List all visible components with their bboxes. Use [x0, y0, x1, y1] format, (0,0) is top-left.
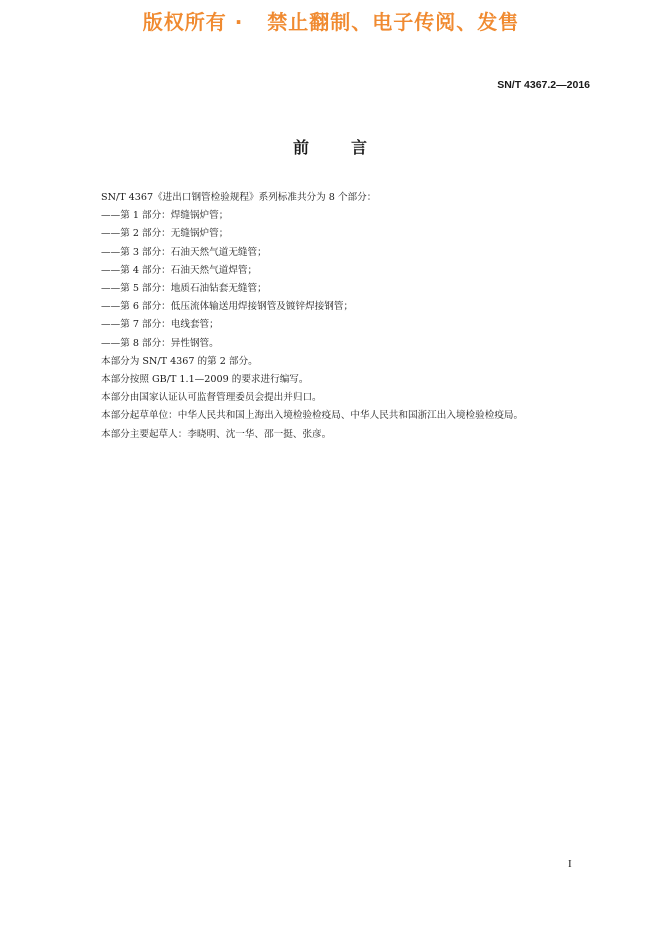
paragraph-drafting-rules: 本部分按照 GB/T 1.1—2009 的要求进行编写。 — [101, 374, 309, 386]
paragraph-proposer: 本部分由国家认证认可监督管理委员会提出并归口。 — [101, 392, 322, 404]
list-item-part-6: ——第 6 部分：低压流体输送用焊接钢管及镀锌焊接钢管； — [101, 301, 354, 313]
page-title-char-2: 言 — [351, 138, 370, 157]
list-item-part-5: ——第 5 部分：地质石油钻套无缝管； — [101, 283, 267, 295]
copyright-watermark: 版权所有 · 禁止翻制、电子传阅、发售 — [142, 10, 520, 34]
page-title — [0, 135, 662, 158]
paragraph-drafters: 本部分主要起草人：李晓明、沈一华、邵一挺、张彦。 — [101, 428, 332, 440]
list-item-part-4: ——第 4 部分：石油天然气道焊管； — [101, 264, 258, 276]
page-title-char-1: 前 — [292, 138, 311, 157]
foreword-body — [80, 189, 592, 444]
page-number: I — [568, 858, 572, 870]
paragraph-part-statement: 本部分为 SN/T 4367 的第 2 部分。 — [101, 355, 258, 367]
standard-number: SN/T 4367.2—2016 — [497, 79, 590, 91]
paragraph-drafting-units: 本部分起草单位：中华人民共和国上海出入境检验检疫局、中华人民共和国浙江出入境检验检疫局。 — [101, 410, 524, 422]
list-item-part-2: ——第 2 部分：无缝锅炉管； — [101, 228, 229, 240]
paragraph-series-intro: SN/T 4367《进出口钢管检验规程》系列标准共分为 8 个部分： — [101, 192, 377, 203]
list-item-part-7: ——第 7 部分：电线套管； — [101, 319, 219, 331]
list-item-part-1: ——第 1 部分：焊缝锅炉管； — [101, 210, 229, 222]
list-item-part-3: ——第 3 部分：石油天然气道无缝管； — [101, 246, 267, 258]
list-item-part-8: ——第 8 部分：异性钢管。 — [101, 337, 219, 349]
